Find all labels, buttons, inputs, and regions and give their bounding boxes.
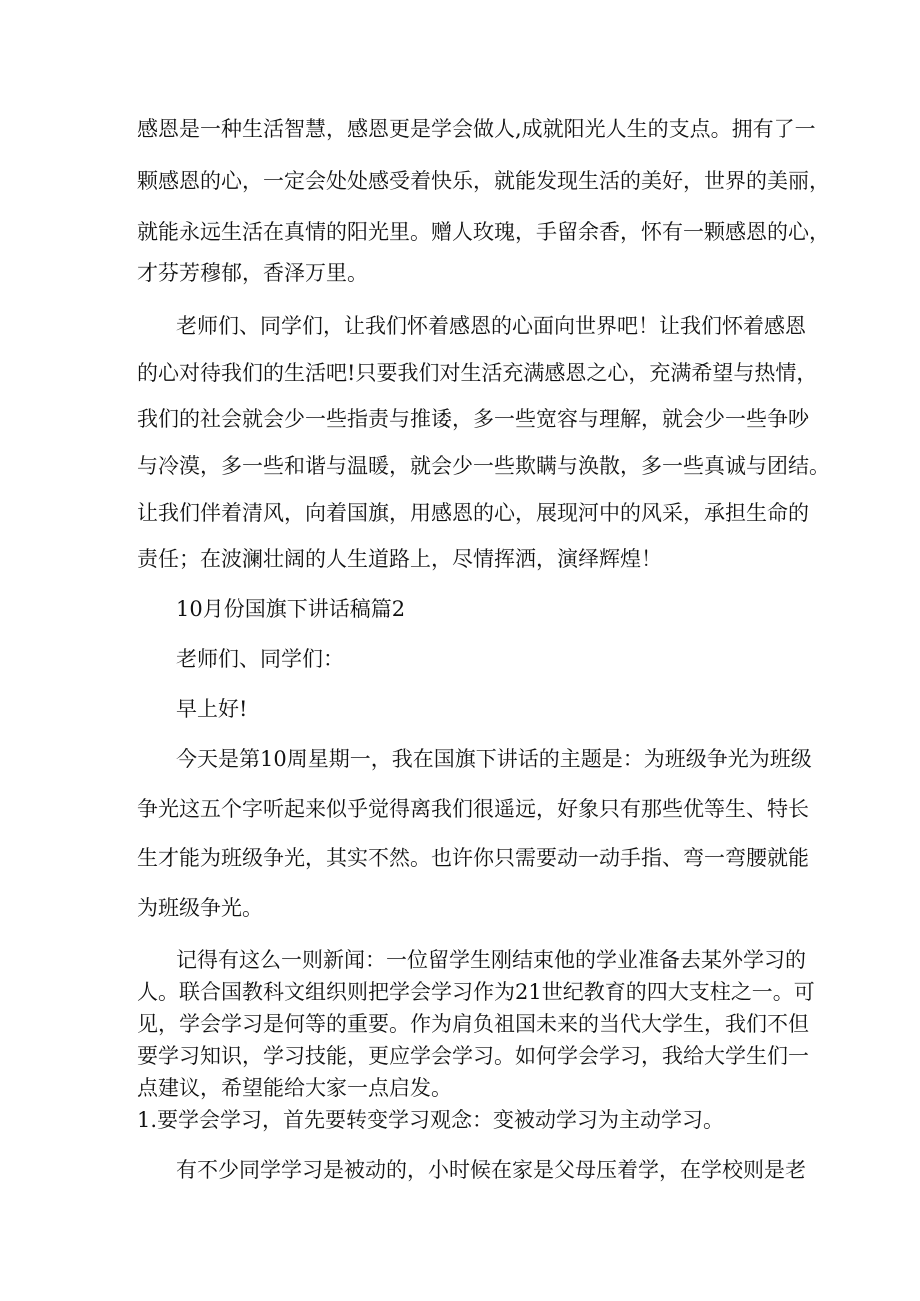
paragraph-line: 让我们伴着清风，向着国旗，用感恩的心，展现河中的风采，承担生命的: [137, 501, 809, 525]
paragraph-line: 与冷漠，多一些和谐与温暖，就会少一些欺瞒与涣散，多一些真诚与团结。: [137, 454, 830, 478]
paragraph-line: 的心对待我们的生活吧!只要我们对生活充满感恩之心，充满希望与热情，: [137, 361, 818, 385]
paragraph-line: 责任；在波澜壮阔的人生道路上，尽情挥洒，演绎辉煌！: [137, 547, 662, 571]
paragraph-line: 有不少同学学习是被动的，小时候在家是父母压着学，在学校则是老: [176, 1158, 806, 1182]
paragraph-line: 记得有这么一则新闻：一位留学生刚结束他的学业准备去某外学习的: [176, 948, 806, 972]
paragraph-line: 今天是第10周星期一，我在国旗下讲话的主题是：为班级争光为班级: [176, 747, 812, 771]
paragraph-line: 人。联合国教科文组织则把学会学习作为21世纪教育的四大支柱之一。可: [137, 980, 815, 1004]
section-heading: 10月份国旗下讲话稿篇2: [176, 597, 406, 621]
paragraph-line: 老师们、同学们，让我们怀着感恩的心面向世界吧！让我们怀着感恩: [176, 314, 806, 338]
paragraph-line: 争光这五个字听起来似乎觉得离我们很遥远，好象只有那些优等生、特长: [137, 797, 809, 821]
paragraph-line: 才芬芳穆郁，香泽万里。: [137, 261, 368, 285]
paragraph-line: 为班级争光。: [137, 896, 263, 920]
list-item: 1.要学会学习，首先要转变学习观念：变被动学习为主动学习。: [137, 1108, 725, 1132]
paragraph-line: 见，学会学习是何等的重要。作为肩负祖国未来的当代大学生，我们不但: [137, 1012, 809, 1036]
paragraph-line: 我们的社会就会少一些指责与推诿，多一些宽容与理解，就会少一些争吵: [137, 407, 809, 431]
salutation: 老师们、同学们：: [176, 647, 344, 671]
paragraph-line: 就能永远生活在真情的阳光里。赠人玫瑰，手留余香，怀有一颗感恩的心，: [137, 220, 830, 244]
paragraph-line: 点建议，希望能给大家一点启发。: [137, 1076, 452, 1100]
paragraph-line: 要学习知识，学习技能，更应学会学习。如何学会学习，我给大学生们一: [137, 1044, 809, 1068]
greeting: 早上好!: [176, 697, 248, 721]
paragraph-line: 生才能为班级争光，其实不然。也许你只需要动一动手指、弯一弯腰就能: [137, 846, 809, 870]
paragraph-line: 颗感恩的心，一定会处处感受着快乐，就能发现生活的美好，世界的美丽，: [137, 169, 830, 193]
paragraph-line: 感恩是一种生活智慧，感恩更是学会做人,成就阳光人生的支点。拥有了一: [137, 117, 816, 141]
